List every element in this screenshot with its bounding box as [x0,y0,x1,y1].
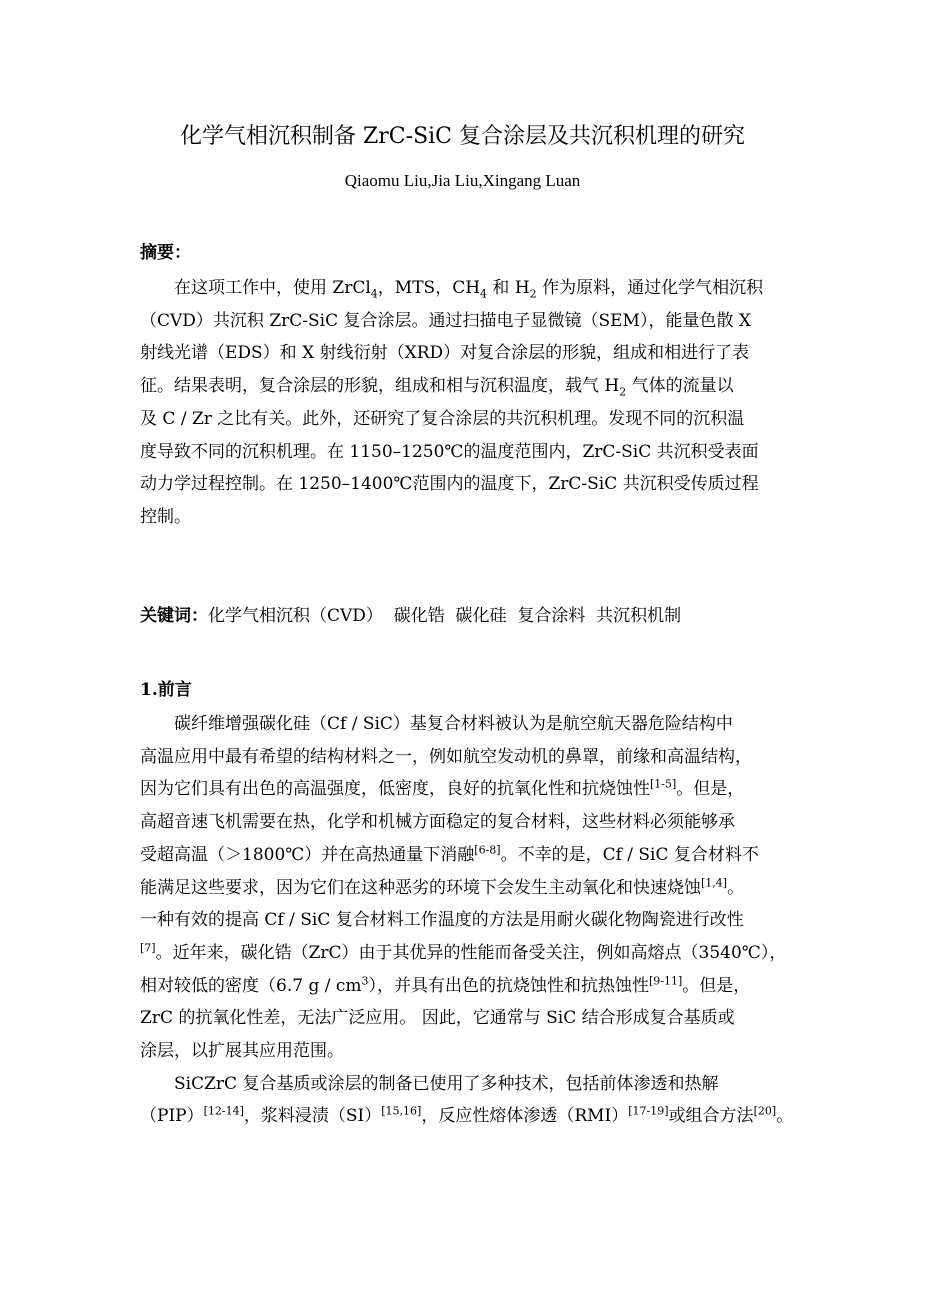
abstract-line: 征。结果表明，复合涂层的形貌，组成和相与沉积温度，载气 $H_2$ 气体的流量以 [140,376,734,399]
body-line: SiCZrC 复合基质或涂层的制备已使用了多种技术，包括前体渗透和热解 [174,1073,719,1094]
body-line: 涂层，以扩展其应用范围。 [140,1041,344,1062]
citation: [1,4] [701,875,728,889]
citation: [7] [140,941,156,955]
body-line: 高温应用中最有希望的结构材料之一，例如航空发动机的鼻罩，前缘和高温结构， [140,746,752,767]
body-line: 高超音速飞机需要在热，化学和机械方面稳定的复合材料，这些材料必须能够承 [140,812,735,833]
citation: [6-8] [474,843,501,857]
section-heading: 1.前言 [140,680,192,700]
author-list: Qiaomu Liu,Jia Liu,Xingang Luan [344,171,581,190]
abstract-body [140,272,788,534]
abstract-line: 度导致不同的沉积机理。在 1150–1250℃的温度范围内，ZrC-SiC 共沉积受表面 [140,441,759,462]
abstract-line: 及 C / Zr 之比有关。此外，还研究了复合涂层的共沉积机理。发现不同的沉积温 [140,408,745,429]
citation: [20] [753,1104,777,1118]
body-line: 能满足这些要求，因为它们在这种恶劣的环境下会发生主动氧化和快速烧蚀[1,4]。 [140,875,745,898]
abstract-line: 射线光谱（EDS）和 X 射线衍射（XRD）对复合涂层的形貌，组成和相进行了表 [140,343,750,364]
abstract-line: 控制。 [140,506,191,527]
body-line: [7]。近年来，碳化锆（ZrC）由于其优异的性能而备受关注，例如高熔点（3540℃）， [140,941,787,963]
abstract-heading: 摘要： [140,243,191,263]
body-line: ZrC 的抗氧化性差，无法广泛应用。 因此，它通常与 SiC 结合形成复合基质或 [140,1008,735,1029]
body-line: 受超高温（＞1800℃）并在高热通量下消融[6-8]。不幸的是，Cf / SiC 复合材料不 [140,843,759,865]
body-line: 因为它们具有出色的高温强度，低密度，良好的抗氧化性和抗烧蚀性[1-5]。但是， [140,777,745,800]
body-line: （PIP）[12-14]，浆料浸渍（SI）[15,16]，反应性熔体渗透（RMI）[17-19]或组合方法[20]。 [140,1104,794,1127]
citation: [1-5] [650,777,677,791]
keywords-list: 化学气相沉积（CVD） 碳化锆 碳化硅 复合涂料 共沉积机制 [208,606,682,626]
body-line: 一种有效的提高 Cf / SiC 复合材料工作温度的方法是用耐火碳化物陶瓷进行改性 [140,910,744,931]
keywords [140,602,681,630]
keywords-label: 关键词： [140,606,208,626]
citation: [9-11] [649,973,683,987]
abstract-line: 动力学过程控制。在 1250–1400℃范围内的温度下，ZrC-SiC 共沉积受传质过程 [140,474,759,495]
abstract-line: （CVD）共沉积 ZrC-SiC 复合涂层。通过扫描电子显微镜（SEM），能量色散 X [140,310,751,331]
body-line: 相对较低的密度（6.7 g / $cm^3$），并具有出色的抗烧蚀性和抗热蚀性[9-11]。但是， [140,973,751,996]
body-line: 碳纤维增强碳化硅（Cf / SiC）基复合材料被认为是航空航天器危险结构中 [174,714,733,734]
abstract-line: 在这项工作中，使用 ZrCl$_4$，MTS，$CH_4$ 和 $H_2$ 作为原料，通过化学气相沉积 [174,278,764,301]
citation: [12-14] [203,1104,244,1118]
citation: [15,16] [381,1104,422,1118]
citation: [17-19] [628,1104,669,1118]
paper-title: 化学气相沉积制备 ZrC-SiC 复合涂层及共沉积机理的研究 [180,124,745,149]
section-body [140,708,794,1133]
